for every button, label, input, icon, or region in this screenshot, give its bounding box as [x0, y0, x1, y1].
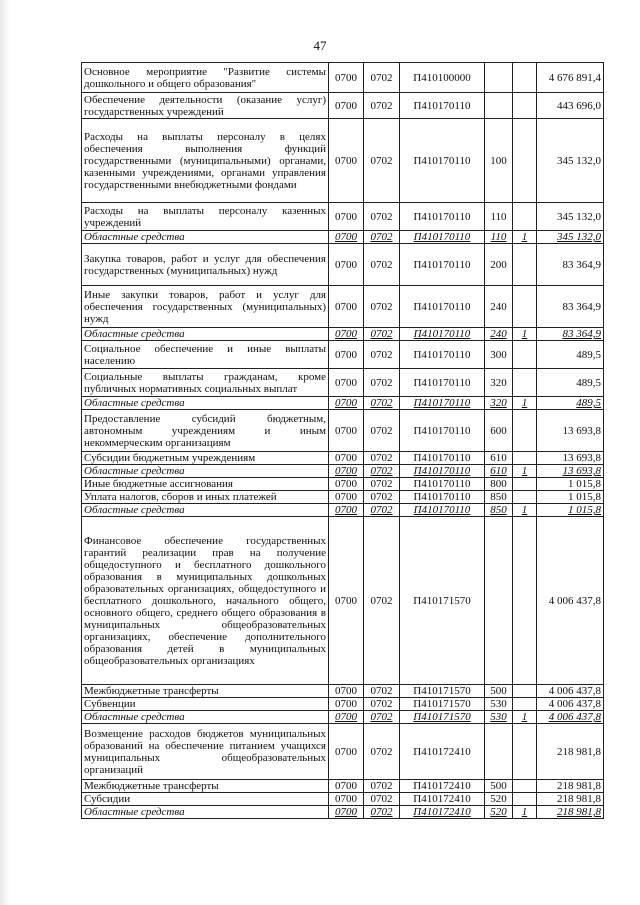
subsection-code-cell: 0702 [364, 491, 400, 504]
table-row [82, 452, 604, 465]
section-code-cell: 0700 [329, 517, 364, 685]
funding-source-code-cell [513, 119, 537, 203]
funding-source-code-cell: 1 [513, 465, 537, 478]
section-code-cell: 0700 [329, 685, 364, 698]
expense-name-cell: Областные средства [82, 465, 329, 478]
expense-name-cell: Межбюджетные трансферты [82, 685, 329, 698]
section-code-cell: 0700 [329, 369, 364, 397]
expense-type-code-cell: 530 [485, 711, 513, 724]
subsection-code-cell: 0702 [364, 93, 400, 119]
subsection-code-cell: 0702 [364, 698, 400, 711]
expense-type-code-cell [485, 63, 513, 93]
expense-type-code-cell: 240 [485, 328, 513, 341]
target-article-code-cell: П410170110 [400, 119, 485, 203]
amount-cell: 83 364,9 [537, 244, 604, 286]
funding-source-code-cell: 1 [513, 504, 537, 517]
amount-cell: 345 132,0 [537, 231, 604, 244]
section-code-cell: 0700 [329, 397, 364, 410]
section-code-cell: 0700 [329, 231, 364, 244]
amount-cell: 345 132,0 [537, 119, 604, 203]
section-code-cell: 0700 [329, 341, 364, 369]
expense-type-code-cell: 100 [485, 119, 513, 203]
expense-name-cell: Уплата налогов, сборов и иных платежей [82, 491, 329, 504]
section-code-cell: 0700 [329, 203, 364, 231]
target-article-code-cell: П410170110 [400, 341, 485, 369]
expense-name-cell: Закупка товаров, работ и услуг для обеспечения государственных (муниципальных) нужд [82, 244, 329, 286]
expense-type-code-cell [485, 517, 513, 685]
table-row [82, 491, 604, 504]
amount-cell: 345 132,0 [537, 203, 604, 231]
table-row-regional-funds [82, 231, 604, 244]
table-row [82, 119, 604, 203]
table-row [82, 793, 604, 806]
table-row [82, 203, 604, 231]
table-row [82, 341, 604, 369]
expense-type-code-cell: 520 [485, 806, 513, 819]
funding-source-code-cell: 1 [513, 711, 537, 724]
expense-type-code-cell [485, 93, 513, 119]
amount-cell: 1 015,8 [537, 478, 604, 491]
expense-name-cell: Областные средства [82, 711, 329, 724]
expense-name-cell: Расходы на выплаты персоналу в целях обеспечения выполнения функций государственными (муниципальными) органами, казенными учреждениями, органами управления государственными внебюджетными фондами [82, 119, 329, 203]
section-code-cell: 0700 [329, 491, 364, 504]
funding-source-code-cell [513, 698, 537, 711]
section-code-cell: 0700 [329, 504, 364, 517]
subsection-code-cell: 0702 [364, 452, 400, 465]
target-article-code-cell: П410170110 [400, 93, 485, 119]
table-row [82, 244, 604, 286]
amount-cell: 489,5 [537, 397, 604, 410]
funding-source-code-cell [513, 369, 537, 397]
expense-name-cell: Межбюджетные трансферты [82, 780, 329, 793]
table-row [82, 286, 604, 328]
subsection-code-cell: 0702 [364, 244, 400, 286]
table-row [82, 698, 604, 711]
expense-name-cell: Социальные выплаты гражданам, кроме публичных нормативных социальных выплат [82, 369, 329, 397]
section-code-cell: 0700 [329, 93, 364, 119]
table-row [82, 685, 604, 698]
funding-source-code-cell: 1 [513, 397, 537, 410]
target-article-code-cell: П410171570 [400, 685, 485, 698]
table-row [82, 63, 604, 93]
funding-source-code-cell [513, 203, 537, 231]
expense-name-cell: Областные средства [82, 504, 329, 517]
subsection-code-cell: 0702 [364, 63, 400, 93]
expense-name-cell: Областные средства [82, 231, 329, 244]
table-row-regional-funds [82, 711, 604, 724]
expense-name-cell: Финансовое обеспечение государственных гарантий реализации прав на получение общедоступного и бесплатного дошкольного образования в муниципальных дошкольных образовательных организациях, общедоступного и бесплатного дошкольного, начального общего, основного общего, среднего общего образования в муниципальных общеобразовательных организациях, обеспечение дополнительного образования детей в муниципальных общеобразовательных организациях [82, 517, 329, 685]
subsection-code-cell: 0702 [364, 119, 400, 203]
expense-type-code-cell: 850 [485, 491, 513, 504]
expense-type-code-cell: 110 [485, 231, 513, 244]
funding-source-code-cell [513, 93, 537, 119]
amount-cell: 13 693,8 [537, 465, 604, 478]
section-code-cell: 0700 [329, 780, 364, 793]
subsection-code-cell: 0702 [364, 793, 400, 806]
subsection-code-cell: 0702 [364, 478, 400, 491]
expense-type-code-cell: 850 [485, 504, 513, 517]
target-article-code-cell: П410100000 [400, 63, 485, 93]
funding-source-code-cell [513, 410, 537, 452]
section-code-cell: 0700 [329, 711, 364, 724]
expense-type-code-cell [485, 724, 513, 780]
budget-table [81, 62, 604, 819]
funding-source-code-cell [513, 685, 537, 698]
amount-cell: 218 981,8 [537, 793, 604, 806]
page-number: 47 [313, 38, 327, 53]
target-article-code-cell: П410170110 [400, 244, 485, 286]
section-code-cell: 0700 [329, 286, 364, 328]
section-code-cell: 0700 [329, 465, 364, 478]
expense-name-cell: Субсидии [82, 793, 329, 806]
section-code-cell: 0700 [329, 244, 364, 286]
section-code-cell: 0700 [329, 410, 364, 452]
table-row [82, 369, 604, 397]
target-article-code-cell: П410170110 [400, 397, 485, 410]
funding-source-code-cell [513, 341, 537, 369]
funding-source-code-cell: 1 [513, 328, 537, 341]
amount-cell: 13 693,8 [537, 452, 604, 465]
expense-name-cell: Социальное обеспечение и иные выплаты населению [82, 341, 329, 369]
funding-source-code-cell [513, 491, 537, 504]
target-article-code-cell: П410172410 [400, 806, 485, 819]
target-article-code-cell: П410170110 [400, 465, 485, 478]
target-article-code-cell: П410170110 [400, 491, 485, 504]
expense-type-code-cell: 500 [485, 780, 513, 793]
funding-source-code-cell [513, 452, 537, 465]
expense-type-code-cell: 520 [485, 793, 513, 806]
amount-cell: 83 364,9 [537, 328, 604, 341]
target-article-code-cell: П410170110 [400, 452, 485, 465]
amount-cell: 489,5 [537, 341, 604, 369]
funding-source-code-cell: 1 [513, 231, 537, 244]
amount-cell: 1 015,8 [537, 504, 604, 517]
table-row [82, 93, 604, 119]
subsection-code-cell: 0702 [364, 780, 400, 793]
target-article-code-cell: П410172410 [400, 724, 485, 780]
amount-cell: 218 981,8 [537, 780, 604, 793]
funding-source-code-cell [513, 780, 537, 793]
subsection-code-cell: 0702 [364, 328, 400, 341]
subsection-code-cell: 0702 [364, 465, 400, 478]
subsection-code-cell: 0702 [364, 517, 400, 685]
expense-type-code-cell: 200 [485, 244, 513, 286]
section-code-cell: 0700 [329, 478, 364, 491]
funding-source-code-cell [513, 724, 537, 780]
expense-type-code-cell: 320 [485, 397, 513, 410]
table-row-regional-funds [82, 806, 604, 819]
target-article-code-cell: П410170110 [400, 410, 485, 452]
target-article-code-cell: П410170110 [400, 286, 485, 328]
expense-name-cell: Областные средства [82, 328, 329, 341]
section-code-cell: 0700 [329, 806, 364, 819]
expense-type-code-cell: 110 [485, 203, 513, 231]
expense-name-cell: Субсидии бюджетным учреждениям [82, 452, 329, 465]
amount-cell: 1 015,8 [537, 491, 604, 504]
section-code-cell: 0700 [329, 793, 364, 806]
subsection-code-cell: 0702 [364, 806, 400, 819]
target-article-code-cell: П410170110 [400, 369, 485, 397]
funding-source-code-cell [513, 286, 537, 328]
expense-name-cell: Возмещение расходов бюджетов муниципальных образований на обеспечение питанием учащихся муниципальных общеобразовательных организаций [82, 724, 329, 780]
expense-type-code-cell: 240 [485, 286, 513, 328]
subsection-code-cell: 0702 [364, 685, 400, 698]
target-article-code-cell: П410170110 [400, 504, 485, 517]
funding-source-code-cell [513, 478, 537, 491]
amount-cell: 443 696,0 [537, 93, 604, 119]
expense-type-code-cell: 600 [485, 410, 513, 452]
funding-source-code-cell [513, 244, 537, 286]
section-code-cell: 0700 [329, 724, 364, 780]
table-row [82, 780, 604, 793]
section-code-cell: 0700 [329, 119, 364, 203]
expense-name-cell: Иные закупки товаров, работ и услуг для обеспечения государственных (муниципальных) нужд [82, 286, 329, 328]
subsection-code-cell: 0702 [364, 711, 400, 724]
funding-source-code-cell [513, 63, 537, 93]
expense-type-code-cell: 530 [485, 698, 513, 711]
amount-cell: 489,5 [537, 369, 604, 397]
expense-type-code-cell: 500 [485, 685, 513, 698]
target-article-code-cell: П410171570 [400, 711, 485, 724]
expense-type-code-cell: 320 [485, 369, 513, 397]
target-article-code-cell: П410171570 [400, 698, 485, 711]
section-code-cell: 0700 [329, 63, 364, 93]
expense-type-code-cell: 800 [485, 478, 513, 491]
expense-name-cell: Основное мероприятие "Развитие системы дошкольного и общего образования" [82, 63, 329, 93]
funding-source-code-cell [513, 517, 537, 685]
scan-binding-shadow [0, 0, 10, 905]
amount-cell: 13 693,8 [537, 410, 604, 452]
subsection-code-cell: 0702 [364, 341, 400, 369]
subsection-code-cell: 0702 [364, 397, 400, 410]
subsection-code-cell: 0702 [364, 203, 400, 231]
target-article-code-cell: П410172410 [400, 780, 485, 793]
target-article-code-cell: П410171570 [400, 517, 485, 685]
target-article-code-cell: П410170110 [400, 478, 485, 491]
budget-table-body [82, 63, 604, 819]
amount-cell: 4 006 437,8 [537, 517, 604, 685]
amount-cell: 4 676 891,4 [537, 63, 604, 93]
amount-cell: 83 364,9 [537, 286, 604, 328]
subsection-code-cell: 0702 [364, 410, 400, 452]
section-code-cell: 0700 [329, 452, 364, 465]
expense-type-code-cell: 610 [485, 465, 513, 478]
funding-source-code-cell [513, 793, 537, 806]
target-article-code-cell: П410170110 [400, 203, 485, 231]
table-row-regional-funds [82, 465, 604, 478]
expense-name-cell: Областные средства [82, 806, 329, 819]
subsection-code-cell: 0702 [364, 286, 400, 328]
subsection-code-cell: 0702 [364, 369, 400, 397]
expense-name-cell: Областные средства [82, 397, 329, 410]
target-article-code-cell: П410170110 [400, 231, 485, 244]
table-row [82, 478, 604, 491]
expense-name-cell: Иные бюджетные ассигнования [82, 478, 329, 491]
section-code-cell: 0700 [329, 328, 364, 341]
funding-source-code-cell: 1 [513, 806, 537, 819]
target-article-code-cell: П410172410 [400, 793, 485, 806]
subsection-code-cell: 0702 [364, 724, 400, 780]
amount-cell: 4 006 437,8 [537, 685, 604, 698]
table-row [82, 724, 604, 780]
table-row-regional-funds [82, 504, 604, 517]
expense-name-cell: Субвенции [82, 698, 329, 711]
expense-name-cell: Предоставление субсидий бюджетным, автономным учреждениям и иным некоммерческим организациям [82, 410, 329, 452]
subsection-code-cell: 0702 [364, 504, 400, 517]
amount-cell: 4 006 437,8 [537, 698, 604, 711]
subsection-code-cell: 0702 [364, 231, 400, 244]
section-code-cell: 0700 [329, 698, 364, 711]
table-row-regional-funds [82, 397, 604, 410]
expense-name-cell: Расходы на выплаты персоналу казенных учреждений [82, 203, 329, 231]
amount-cell: 218 981,8 [537, 724, 604, 780]
expense-name-cell: Обеспечение деятельности (оказание услуг) государственных учреждений [82, 93, 329, 119]
table-row [82, 517, 604, 685]
table-row-regional-funds [82, 328, 604, 341]
amount-cell: 4 006 437,8 [537, 711, 604, 724]
table-row [82, 410, 604, 452]
amount-cell: 218 981,8 [537, 806, 604, 819]
expense-type-code-cell: 300 [485, 341, 513, 369]
expense-type-code-cell: 610 [485, 452, 513, 465]
target-article-code-cell: П410170110 [400, 328, 485, 341]
